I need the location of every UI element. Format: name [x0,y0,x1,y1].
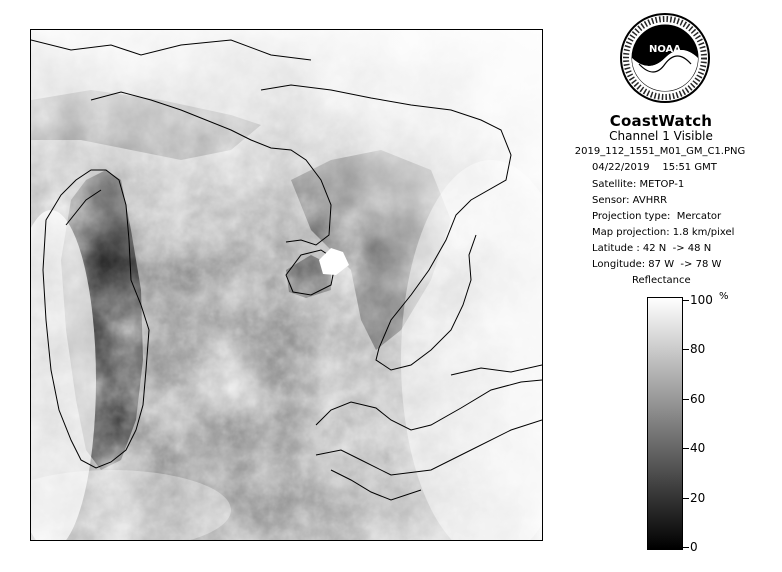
legend-tick-label: 100 [690,293,713,307]
satellite-name: Satellite: METOP-1 [592,179,685,190]
legend-title: Reflectance [632,275,691,286]
map-projection: Map projection: 1.8 km/pixel [592,227,735,238]
legend-tick-label: 60 [690,391,706,406]
legend-tick-mark [683,547,689,548]
legend-tick-mark [683,349,689,350]
legend-tick-mark [683,448,689,449]
noaa-logo [619,12,711,104]
projection-type: Projection type: Mercator [592,211,722,222]
legend-tick-label: 80 [690,342,706,357]
legend-unit: % [719,291,729,302]
legend-tick-label: 20 [690,490,706,505]
logo-text: NOAA [648,44,682,55]
latitude-range: Latitude : 42 N -> 48 N [592,243,712,254]
legend-tick-mark [683,300,689,301]
sensor-name: Sensor: AVHRR [592,195,668,206]
legend-tick-mark [683,399,689,400]
reflectance-colorbar [647,297,683,550]
noaa-logo-icon [619,12,711,104]
legend-tick-label: 40 [690,441,706,456]
satellite-image [30,29,543,541]
satellite-map-svg [31,30,542,540]
legend-tick-label: 0 [690,540,698,554]
legend-tick-mark [683,498,689,499]
product-subtitle: Channel 1 Visible [609,129,713,143]
longitude-range: Longitude: 87 W -> 78 W [592,259,722,270]
product-title: CoastWatch [609,112,713,130]
product-filename: 2019_112_1551_M01_GM_C1.PNG [574,146,746,157]
acquisition-datetime: 04/22/2019 15:51 GMT [592,162,717,173]
